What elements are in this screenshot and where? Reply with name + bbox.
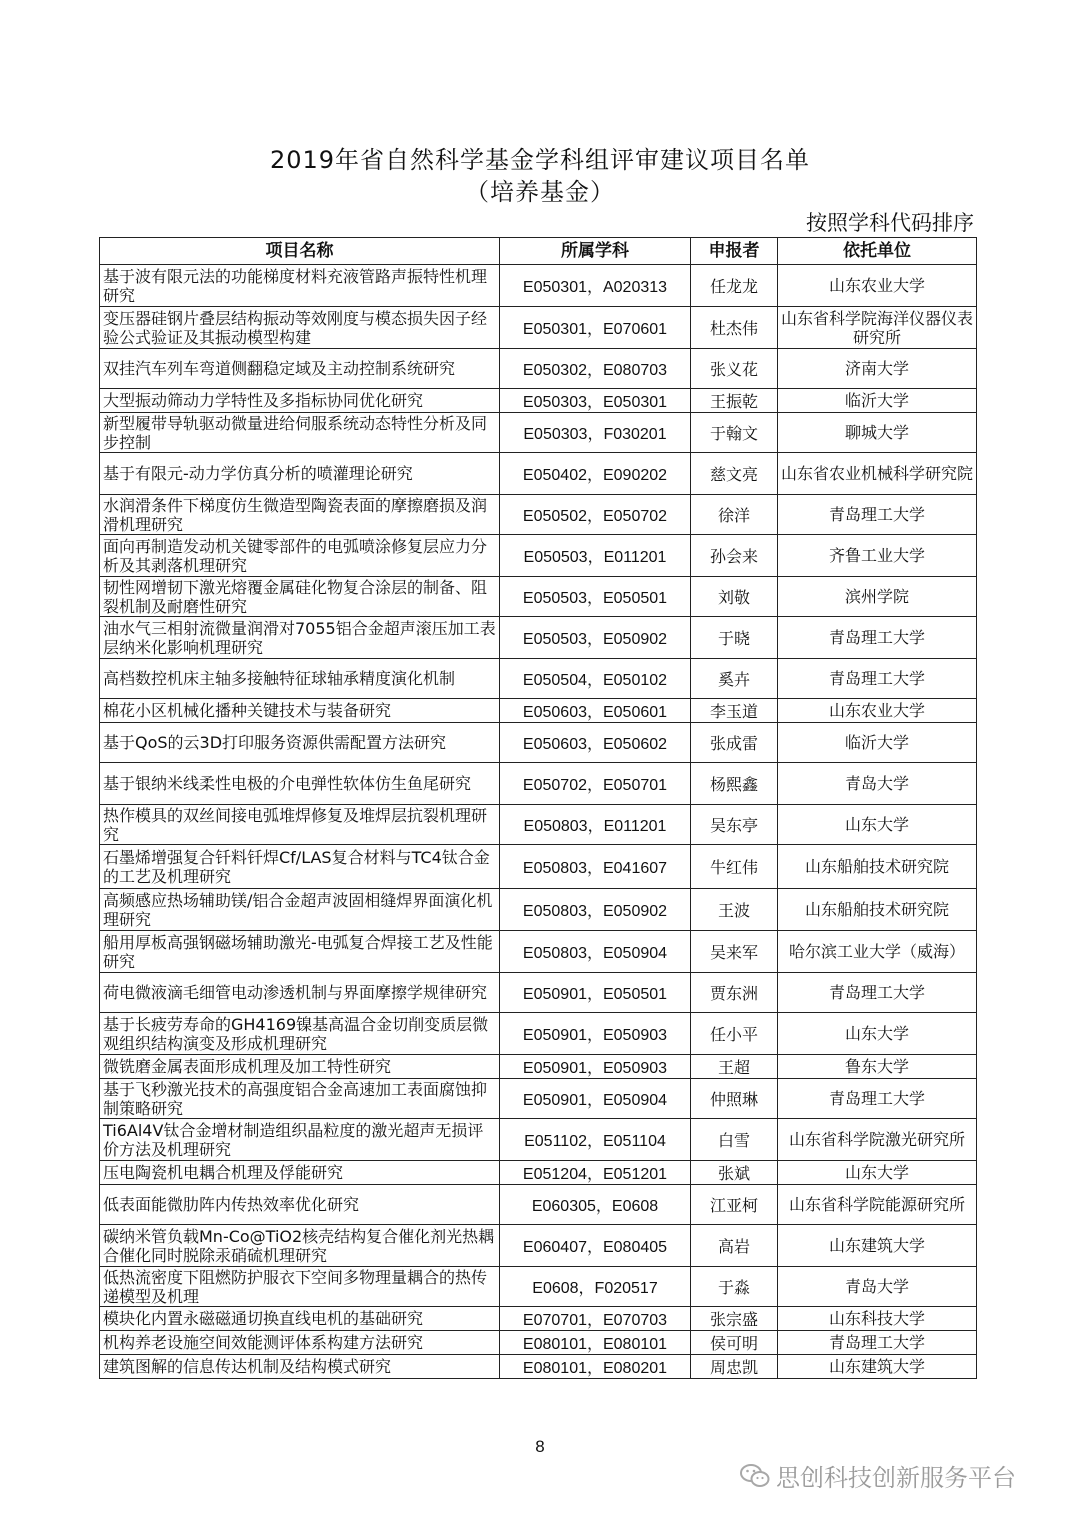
cell-project-name: 面向再制造发动机关键零部件的电弧喷涂修复层应力分析及其剥落机理研究 [100,535,500,577]
cell-subject-code: E050302，E080703 [500,349,691,389]
header-institution: 依托单位 [778,238,977,265]
cell-institution: 滨州学院 [778,577,977,617]
cell-subject-code: E050502，E050702 [500,495,691,535]
table-row [100,1331,977,1355]
cell-project-name: 基于波有限元法的功能梯度材料充液管路声振特性机理研究 [100,265,500,307]
cell-project-name: 水润滑条件下梯度仿生微造型陶瓷表面的摩擦磨损及润滑机理研究 [100,495,500,535]
header-applicant: 申报者 [691,238,778,265]
cell-subject-code: E051204，E051201 [500,1161,691,1185]
cell-project-name: 油水气三相射流微量润滑对7055铝合金超声滚压加工表层纳米化影响机理研究 [100,617,500,659]
cell-applicant: 任小平 [691,1013,778,1055]
cell-project-name: 荷电微液滴毛细管电动渗透机制与界面摩擦学规律研究 [100,973,500,1013]
cell-institution: 山东船舶技术研究院 [778,889,977,931]
cell-applicant: 高岩 [691,1225,778,1267]
cell-subject-code: E050503，E050501 [500,577,691,617]
cell-applicant: 牛红伟 [691,845,778,889]
cell-subject-code: E050603，E050601 [500,699,691,723]
cell-subject-code: E080101，E080101 [500,1331,691,1355]
project-table [99,237,977,1379]
cell-subject-code: E050503，E011201 [500,535,691,577]
table-row [100,1355,977,1379]
document-subtitle: （培养基金） [465,178,615,206]
cell-applicant: 于翰文 [691,413,778,453]
page-number: 8 [535,1437,545,1456]
cell-subject-code: E050901，E050903 [500,1013,691,1055]
cell-subject-code: E050901，E050903 [500,1055,691,1079]
table-row [100,1055,977,1079]
cell-subject-code: E050303，E050301 [500,389,691,413]
cell-applicant: 白雪 [691,1119,778,1161]
watermark-text: 思创科技创新服务平台 [776,1464,1016,1492]
table-row [100,1267,977,1307]
cell-institution: 青岛理工大学 [778,1331,977,1355]
cell-subject-code: E060407，E080405 [500,1225,691,1267]
cell-institution: 青岛理工大学 [778,1079,977,1119]
table-row [100,659,977,699]
cell-project-name: 基于银纳米线柔性电极的介电弹性软体仿生鱼尾研究 [100,763,500,805]
watermark [740,1458,1016,1493]
table-row [100,889,977,931]
cell-subject-code: E050504，E050102 [500,659,691,699]
cell-project-name: 基于飞秒激光技术的高强度铝合金高速加工表面腐蚀抑制策略研究 [100,1079,500,1119]
table-row [100,1079,977,1119]
cell-applicant: 张斌 [691,1161,778,1185]
cell-project-name: 压电陶瓷机电耦合机理及俘能研究 [100,1161,500,1185]
cell-project-name: Ti6Al4V钛合金增材制造组织晶粒度的激光超声无损评价方法及机理研究 [100,1119,500,1161]
cell-institution: 鲁东大学 [778,1055,977,1079]
cell-applicant: 江亚柯 [691,1185,778,1225]
cell-institution: 山东船舶技术研究院 [778,845,977,889]
cell-applicant: 徐洋 [691,495,778,535]
cell-project-name: 基于长疲劳寿命的GH4169镍基高温合金切削变质层微观组织结构演变及形成机理研究 [100,1013,500,1055]
cell-project-name: 热作模具的双丝间接电弧堆焊修复及堆焊层抗裂机理研究 [100,805,500,845]
sort-note: 按照学科代码排序 [806,211,974,235]
cell-institution: 山东省科学院激光研究所 [778,1119,977,1161]
cell-applicant: 张成雷 [691,723,778,763]
table-row [100,1013,977,1055]
table-row [100,617,977,659]
cell-institution: 山东建筑大学 [778,1225,977,1267]
cell-institution: 山东农业大学 [778,265,977,307]
cell-institution: 山东省农业机械科学研究院 [778,453,977,495]
cell-project-name: 韧性网增韧下激光熔覆金属硅化物复合涂层的制备、阻裂机制及耐磨性研究 [100,577,500,617]
table-row [100,577,977,617]
header-project-name: 项目名称 [100,238,500,265]
cell-subject-code: E050503，E050902 [500,617,691,659]
cell-project-name: 基于QoS的云3D打印服务资源供需配置方法研究 [100,723,500,763]
cell-project-name: 石墨烯增强复合钎料钎焊Cf/LAS复合材料与TC4钛合金的工艺及机理研究 [100,845,500,889]
cell-applicant: 张义花 [691,349,778,389]
cell-subject-code: E050603，E050602 [500,723,691,763]
cell-project-name: 碳纳米管负载Mn-Co@TiO2核壳结构复合催化剂光热耦合催化同时脱除汞硝硫机理研究 [100,1225,500,1267]
cell-applicant: 王超 [691,1055,778,1079]
cell-subject-code: E050901，E050904 [500,1079,691,1119]
cell-institution: 临沂大学 [778,389,977,413]
table-row [100,495,977,535]
table-row [100,1185,977,1225]
cell-applicant: 李玉道 [691,699,778,723]
table-row [100,973,977,1013]
cell-subject-code: E0608，F020517 [500,1267,691,1307]
cell-project-name: 低热流密度下阻燃防护服衣下空间多物理量耦合的热传递模型及机理 [100,1267,500,1307]
cell-applicant: 于晓 [691,617,778,659]
cell-institution: 山东科技大学 [778,1307,977,1331]
cell-subject-code: E051102，E051104 [500,1119,691,1161]
cell-project-name: 建筑图解的信息传达机制及结构模式研究 [100,1355,500,1379]
cell-subject-code: E050702，E050701 [500,763,691,805]
table-row [100,453,977,495]
cell-subject-code: E050303，F030201 [500,413,691,453]
cell-project-name: 低表面能微肋阵内传热效率优化研究 [100,1185,500,1225]
cell-institution: 聊城大学 [778,413,977,453]
cell-project-name: 高频感应热场辅助镁/铝合金超声波固相缝焊界面演化机理研究 [100,889,500,931]
cell-applicant: 仲照琳 [691,1079,778,1119]
cell-project-name: 棉花小区机械化播种关键技术与装备研究 [100,699,500,723]
cell-applicant: 杨熙鑫 [691,763,778,805]
cell-applicant: 吴来军 [691,931,778,973]
cell-subject-code: E080101，E080201 [500,1355,691,1379]
cell-subject-code: E050402，E090202 [500,453,691,495]
cell-institution: 山东省科学院海洋仪器仪表研究所 [778,307,977,349]
document-title: 2019年省自然科学基金学科组评审建议项目名单 [269,146,811,174]
table-row [100,805,977,845]
cell-subject-code: E070701，E070703 [500,1307,691,1331]
cell-institution: 青岛理工大学 [778,659,977,699]
cell-applicant: 周忠凯 [691,1355,778,1379]
cell-applicant: 张宗盛 [691,1307,778,1331]
cell-project-name: 双挂汽车列车弯道侧翻稳定域及主动控制系统研究 [100,349,500,389]
cell-subject-code: E050301，A020313 [500,265,691,307]
cell-project-name: 模块化内置永磁磁通切换直线电机的基础研究 [100,1307,500,1331]
cell-institution: 山东建筑大学 [778,1355,977,1379]
table-row [100,931,977,973]
cell-institution: 青岛大学 [778,763,977,805]
cell-subject-code: E050803，E050904 [500,931,691,973]
cell-institution: 山东省科学院能源研究所 [778,1185,977,1225]
cell-project-name: 变压器硅钢片叠层结构振动等效刚度与模态损失因子经验公式验证及其振动模型构建 [100,307,500,349]
table-row [100,265,977,307]
cell-institution: 青岛理工大学 [778,973,977,1013]
cell-project-name: 大型振动筛动力学特性及多指标协同优化研究 [100,389,500,413]
cell-subject-code: E050803，E011201 [500,805,691,845]
cell-applicant: 慈文亮 [691,453,778,495]
cell-applicant: 吴东亭 [691,805,778,845]
table-row [100,1119,977,1161]
wechat-icon [740,1463,770,1489]
table-row [100,845,977,889]
cell-institution: 青岛理工大学 [778,495,977,535]
cell-applicant: 奚卉 [691,659,778,699]
table-row [100,723,977,763]
cell-project-name: 船用厚板高强钢磁场辅助激光-电弧复合焊接工艺及性能研究 [100,931,500,973]
table-row [100,1225,977,1267]
cell-institution: 青岛大学 [778,1267,977,1307]
header-subject: 所属学科 [500,238,691,265]
cell-project-name: 高档数控机床主轴多接触特征球轴承精度演化机制 [100,659,500,699]
table-row [100,763,977,805]
table-row [100,1307,977,1331]
table-row [100,535,977,577]
cell-institution: 山东大学 [778,805,977,845]
table-body [100,265,977,1379]
cell-institution: 齐鲁工业大学 [778,535,977,577]
cell-project-name: 新型履带导轨驱动微量进给伺服系统动态特性分析及同步控制 [100,413,500,453]
table-header-row [100,238,977,265]
cell-institution: 济南大学 [778,349,977,389]
cell-institution: 山东大学 [778,1013,977,1055]
cell-applicant: 于淼 [691,1267,778,1307]
cell-applicant: 孙会来 [691,535,778,577]
cell-project-name: 基于有限元-动力学仿真分析的喷灌理论研究 [100,453,500,495]
cell-project-name: 机构养老设施空间效能测评体系构建方法研究 [100,1331,500,1355]
cell-institution: 青岛理工大学 [778,617,977,659]
cell-institution: 山东农业大学 [778,699,977,723]
cell-project-name: 微铣磨金属表面形成机理及加工特性研究 [100,1055,500,1079]
cell-applicant: 侯可明 [691,1331,778,1355]
cell-applicant: 王振乾 [691,389,778,413]
cell-subject-code: E050301，E070601 [500,307,691,349]
cell-institution: 临沂大学 [778,723,977,763]
cell-applicant: 王波 [691,889,778,931]
cell-institution: 哈尔滨工业大学（威海） [778,931,977,973]
table-row [100,307,977,349]
cell-subject-code: E050803，E041607 [500,845,691,889]
cell-institution: 山东大学 [778,1161,977,1185]
table-row [100,389,977,413]
table-row [100,1161,977,1185]
cell-applicant: 刘敬 [691,577,778,617]
table-row [100,349,977,389]
cell-subject-code: E050803，E050902 [500,889,691,931]
cell-subject-code: E050901，E050501 [500,973,691,1013]
cell-applicant: 任龙龙 [691,265,778,307]
cell-applicant: 杜杰伟 [691,307,778,349]
table-row [100,699,977,723]
cell-subject-code: E060305，E0608 [500,1185,691,1225]
table-row [100,413,977,453]
cell-applicant: 贾东洲 [691,973,778,1013]
